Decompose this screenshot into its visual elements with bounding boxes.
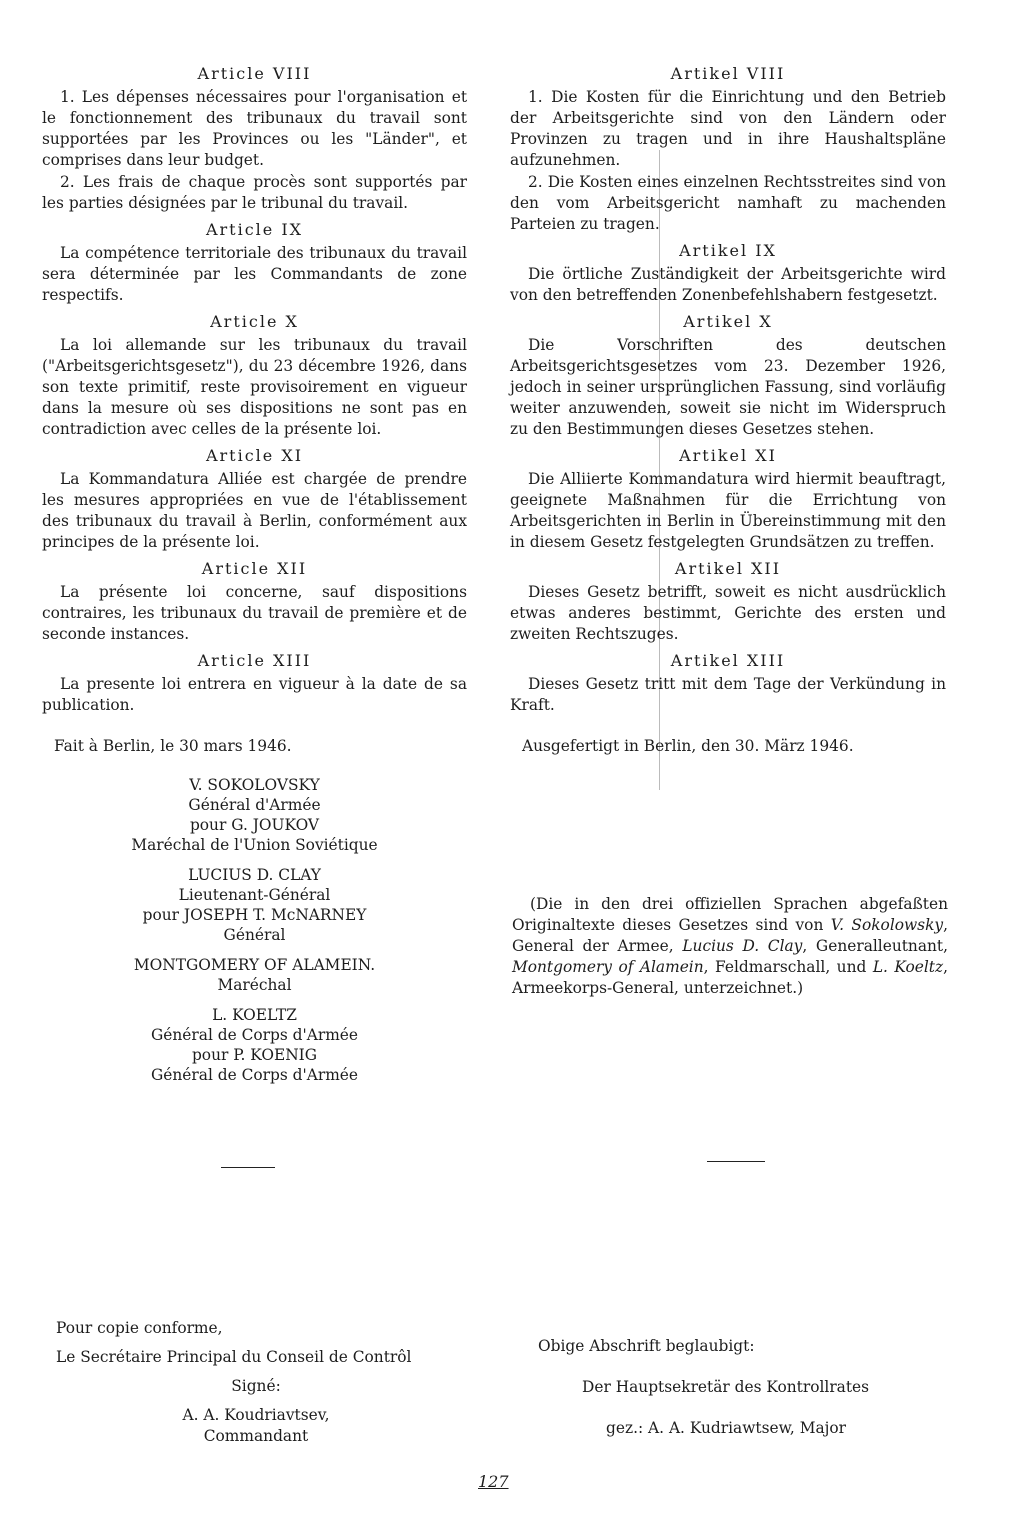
- certification-line: A. A. Koudriavtsev,: [182, 1406, 330, 1424]
- certification-line: Le Secrétaire Principal du Conseil de Contrôl: [56, 1348, 412, 1366]
- article-xiii-fr: [42, 650, 467, 716]
- closing-line: Fait à Berlin, le 30 mars 1946.: [54, 737, 292, 755]
- signatories-note: [512, 894, 948, 999]
- artikel-xii-de: [510, 558, 946, 645]
- certification-fr: [56, 1318, 456, 1447]
- artikel-ix-de: [510, 240, 946, 306]
- note-name: Montgomery of Alamein: [512, 958, 704, 976]
- signature-block: [42, 775, 467, 1085]
- article-paragraph: La presente loi entrera en vigueur à la date de sa publication.: [42, 675, 467, 714]
- signature-line: LUCIUS D. CLAY: [188, 866, 321, 884]
- signature-koeltz: [42, 1005, 467, 1085]
- signature-line: Général: [223, 926, 286, 944]
- article-heading: Article X: [210, 312, 299, 331]
- article-xii-fr: [42, 558, 467, 645]
- note-name: Lucius D. Clay: [682, 937, 803, 955]
- article-x-fr: [42, 311, 467, 440]
- note-text: , Generalleutnant,: [802, 937, 949, 955]
- note-text: , Armeekorps-General, unterzeichnet.): [512, 958, 948, 997]
- note-text: , General der Armee,: [512, 916, 949, 955]
- article-paragraph: La compétence territoriale des tribunaux du travail sera déterminée par les Commandants de zone respectifs.: [42, 244, 467, 304]
- signature-line: Général de Corps d'Armée: [150, 1066, 359, 1084]
- artikel-viii-de: [510, 63, 946, 235]
- article-heading: Article IX: [205, 220, 304, 239]
- article-heading: Article VIII: [197, 64, 312, 83]
- signature-line: Maréchal de l'Union Soviétique: [131, 836, 378, 854]
- artikel-xi-de: [510, 445, 946, 553]
- certification-line: gez.: A. A. Kudriawtsew, Major: [606, 1419, 847, 1437]
- signature-line: V. SOKOLOVSKY: [189, 776, 320, 794]
- signature-line: pour G. JOUKOV: [189, 816, 320, 834]
- certification-line: Commandant: [203, 1427, 309, 1445]
- article-paragraph: La présente loi concerne, sauf dispositions contraires, les tribunaux du travail de première et de seconde instances.: [42, 583, 467, 643]
- article-paragraph: Dieses Gesetz betrifft, soweit es nicht ausdrücklich etwas anderes bestimmt, Gerichte des ersten und zweiten Rechtszuges.: [510, 583, 946, 643]
- note-text: , Feldmarschall, und: [703, 958, 873, 976]
- note-name: L. Koeltz: [872, 958, 944, 976]
- signature-sokolovsky: [42, 775, 467, 855]
- article-heading: Artikel XII: [674, 559, 782, 578]
- article-paragraph: 1. Die Kosten für die Einrichtung und den Betrieb der Arbeitsgerichte sind von den Ländern oder Provinzen zu tragen und in ihre Haushaltspläne aufzunehmen.: [510, 88, 946, 169]
- article-heading: Article XIII: [197, 651, 312, 670]
- page-number: 127: [478, 1472, 509, 1491]
- article-paragraph: La loi allemande sur les tribunaux du travail ("Arbeitsgerichtsgesetz"), du 23 décembre 1926, dans son texte primitif, reste provisoirement en vigueur dans la mesure où ses dispositions ne sont pas en contradiction avec celles de la présente loi.: [42, 336, 467, 438]
- article-paragraph: Die örtliche Zuständigkeit der Arbeitsgerichte wird von den betreffenden Zonenbefehlshabern festgesetzt.: [510, 265, 946, 304]
- artikel-x-de: [510, 311, 946, 440]
- closing-line: Ausgefertigt in Berlin, den 30. März 1946.: [522, 737, 854, 755]
- article-heading: Artikel XIII: [670, 651, 786, 670]
- article-ix-fr: [42, 219, 467, 306]
- article-paragraph: La Kommandatura Alliée est chargée de prendre les mesures appropriées en vue de l'établissement des tribunaux du travail à Berlin, conformément aux principes de la présente loi.: [42, 470, 467, 551]
- certification-de: [538, 1336, 938, 1459]
- signature-clay: [42, 865, 467, 945]
- section-rule-de: [707, 1161, 765, 1162]
- certification-line: Pour copie conforme,: [56, 1319, 223, 1337]
- signature-line: Maréchal: [217, 976, 292, 994]
- article-heading: Article XII: [201, 559, 308, 578]
- article-paragraph: Dieses Gesetz tritt mit dem Tage der Verkündung in Kraft.: [510, 675, 946, 714]
- article-heading: Artikel XI: [679, 446, 777, 465]
- article-paragraph: 2. Die Kosten eines einzelnen Rechtsstreites sind von den vom Arbeitsgericht namhaft zu machenden Parteien zu tragen.: [510, 173, 946, 233]
- article-paragraph: 2. Les frais de chaque procès sont supportés par les parties désignées par le tribunal du travail.: [42, 173, 467, 212]
- article-viii-fr: [42, 63, 467, 214]
- signature-montgomery: [42, 955, 467, 995]
- article-heading: Artikel VIII: [670, 64, 786, 83]
- article-paragraph: 1. Les dépenses nécessaires pour l'organisation et le fonctionnement des tribunaux du travail sont supportées par les Provinces ou les "Länder", et comprises dans leur budget.: [42, 88, 467, 169]
- article-heading: Artikel IX: [679, 241, 777, 260]
- article-xi-fr: [42, 445, 467, 553]
- signature-line: pour JOSEPH T. McNARNEY: [142, 906, 367, 924]
- certification-line: Obige Abschrift beglaubigt:: [538, 1337, 755, 1355]
- signature-line: pour P. KOENIG: [191, 1046, 318, 1064]
- article-heading: Artikel X: [683, 312, 773, 331]
- signature-line: Général d'Armée: [188, 796, 321, 814]
- section-rule-fr: [221, 1167, 275, 1168]
- french-column: [42, 58, 467, 1095]
- german-column: [510, 58, 946, 757]
- signature-line: Lieutenant-Général: [178, 886, 331, 904]
- certification-line: Der Hauptsekretär des Kontrollrates: [582, 1378, 870, 1396]
- article-paragraph: Die Vorschriften des deutschen Arbeitsgerichtsgesetzes vom 23. Dezember 1926, jedoch in seiner ursprünglichen Fassung, sind vorläufig weiter anzuwenden, soweit sie nicht im Widerspruch zu den Bestimmungen dieses Gesetzes stehen.: [510, 336, 946, 438]
- signature-line: Général de Corps d'Armée: [150, 1026, 359, 1044]
- artikel-xiii-de: [510, 650, 946, 716]
- note-text: (Die in den drei offiziellen Sprachen abgefaßten Originaltexte dieses Gesetzes sind von: [512, 895, 948, 934]
- signature-line: L. KOELTZ: [212, 1006, 297, 1024]
- article-paragraph: Die Alliierte Kommandatura wird hiermit beauftragt, geeignete Maßnahmen für die Errichtung von Arbeitsgerichten in Berlin in Übereinstimmung mit den in diesem Gesetz festgelegten Grundsätzen zu treffen.: [510, 470, 946, 551]
- certification-line: Signé:: [231, 1377, 281, 1395]
- note-name: V. Sokolowsky: [830, 916, 944, 934]
- signature-line: MONTGOMERY OF ALAMEIN.: [133, 956, 376, 974]
- article-heading: Article XI: [205, 446, 304, 465]
